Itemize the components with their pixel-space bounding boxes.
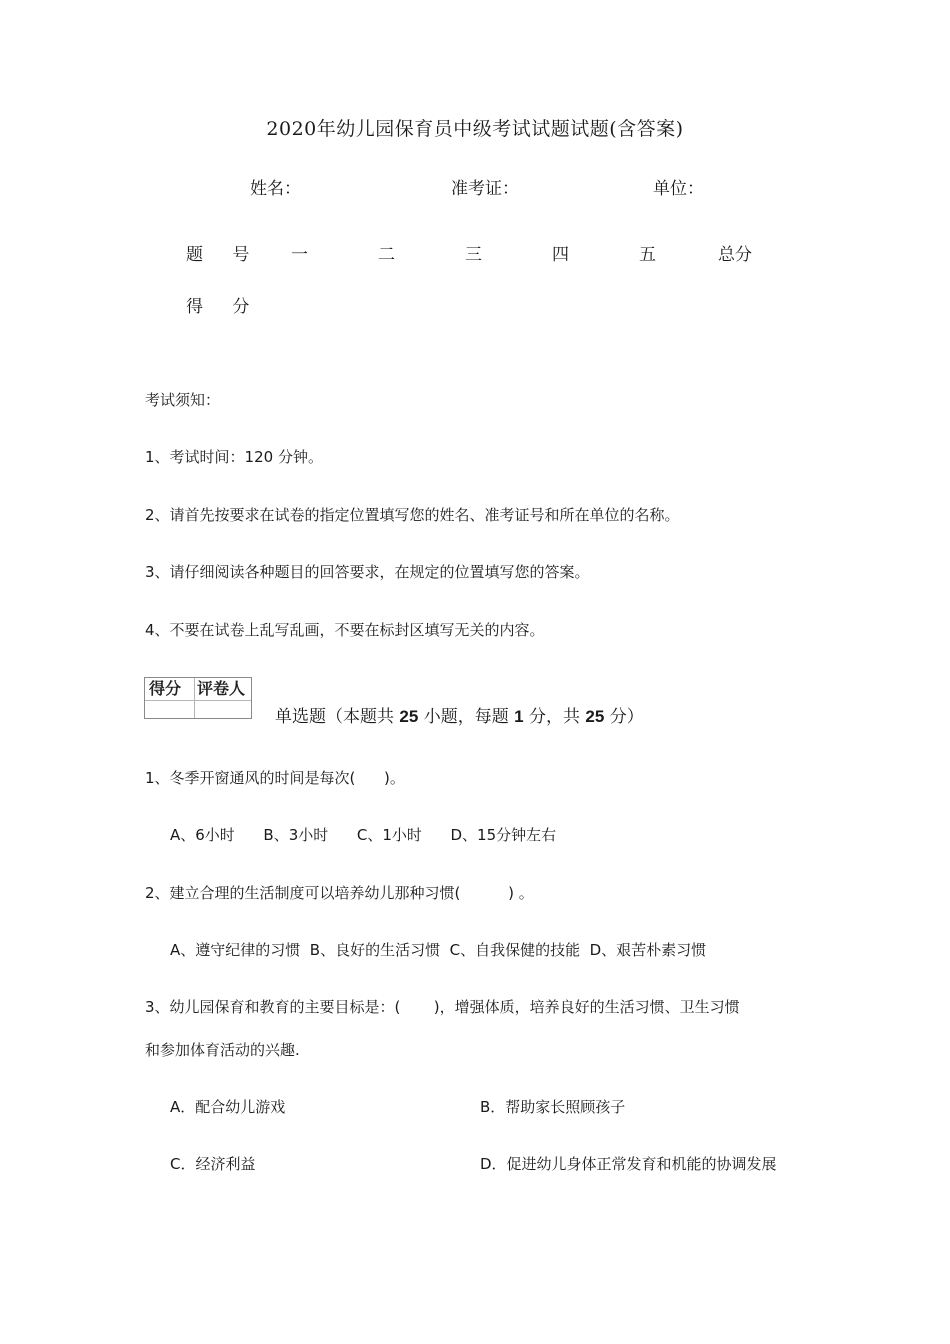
section-mid-2: 分，共 [529,707,581,727]
section-mid-1: 小题，每题 [423,707,509,727]
points-total: 25 [585,707,605,726]
question-3-option-c: C．经济利益 [170,1155,256,1173]
score-col-4: 四 [552,245,569,265]
notice-item: 3、请仔细阅读各种题目的回答要求，在规定的位置填写您的答案。 [145,563,590,581]
section-suffix: 分） [609,707,644,727]
notice-item: 4、不要在试卷上乱写乱画，不要在标封区填写无关的内容。 [145,621,545,639]
question-2-stem: 2、建立合理的生活制度可以培养幼儿那种习惯( ) 。 [145,884,534,902]
notice-item: 2、请首先按要求在试卷的指定位置填写您的姓名、准考证号和所在单位的名称。 [145,506,680,524]
points-each: 1 [514,707,524,726]
score-col-total: 总分 [718,245,752,265]
question-3-stem-line2: 和参加体育活动的兴趣. [145,1041,300,1059]
grader-score-box [144,677,252,719]
notice-item: 1、考试时间：120 分钟。 [145,448,323,466]
grader-score-label: 得分 [149,679,182,698]
ticket-label: 准考证： [451,179,519,199]
question-3-option-d: D．促进幼儿身体正常发育和机能的协调发展 [480,1155,777,1173]
question-3-stem-line1: 3、幼儿园保育和教育的主要目标是：( )，增强体质，培养良好的生活习惯、卫生习惯 [145,998,740,1016]
question-count: 25 [399,707,419,726]
score-col-1: 一 [291,245,308,265]
score-row-label: 得 分 [186,297,262,317]
box-divider-vertical [194,678,195,718]
question-3-option-a: A．配合幼儿游戏 [170,1098,286,1116]
score-header-label: 题 号 [186,245,262,265]
question-2-options: A、遵守纪律的习惯 B、良好的生活习惯 C、自我保健的技能 D、艰苦朴素习惯 [170,941,707,959]
name-label: 姓名： [250,179,301,199]
notice-heading: 考试须知： [145,391,221,409]
question-3-option-b: B．帮助家长照顾孩子 [480,1098,626,1116]
document-title: 2020年幼儿园保育员中级考试试题试题(含答案) [266,118,684,140]
score-col-3: 三 [465,245,482,265]
grader-name-label: 评卷人 [197,679,246,698]
section-prefix: 单选题（本题共 [275,707,394,727]
unit-label: 单位： [653,179,704,199]
box-divider-horizontal [145,700,251,701]
score-col-2: 二 [378,245,395,265]
question-1-stem: 1、冬季开窗通风的时间是每次( )。 [145,769,405,787]
section-heading [275,702,644,727]
question-1-options: A、6小时 B、3小时 C、1小时 D、15分钟左右 [170,826,557,844]
score-col-5: 五 [639,245,656,265]
